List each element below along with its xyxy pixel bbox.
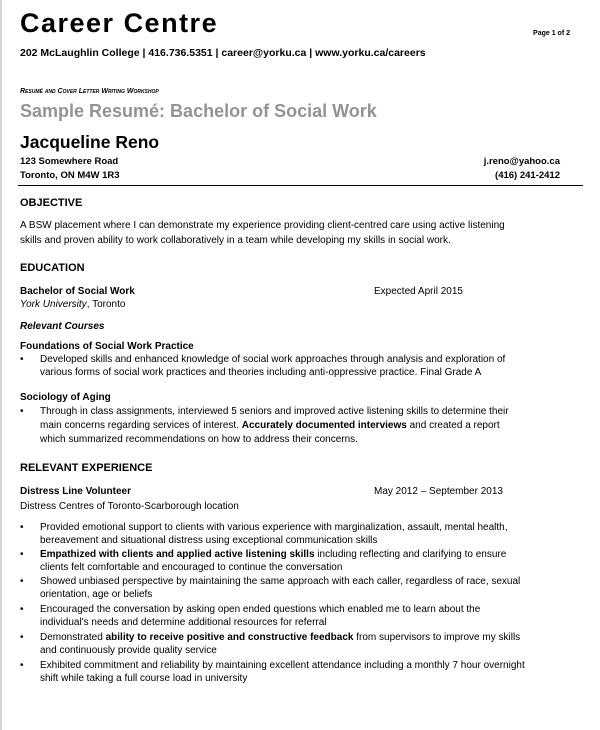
exp-bullet-5-line-2: and continuously provide quality service: [40, 645, 217, 656]
sample-title: Sample Resumé: Bachelor of Social Work: [20, 101, 377, 121]
exp-bullet-5-post: from supervisors to improve my skills: [353, 632, 521, 643]
exp-bullet-1-line-1: Provided emotional support to clients with various experience with marginalization, assault, mental health,: [40, 522, 508, 533]
course-2-line-2-pre: main concerns regarding services of interest.: [40, 420, 242, 431]
exp-bullet-2-bold: Empathized with clients and applied active listening skills: [40, 549, 315, 560]
applicant-name: Jacqueline Reno: [20, 132, 160, 152]
degree-expected-date: Expected April 2015: [374, 286, 463, 297]
exp-bullet-6-line-1: Exhibited commitment and reliability by maintaining excellent attendance including a monthly 7 hour overnight: [40, 660, 525, 671]
bullet-icon: •: [20, 632, 24, 643]
job-organization: Distress Centres of Toronto-Scarborough location: [20, 501, 239, 512]
job-title: Distress Line Volunteer: [20, 486, 131, 497]
course-2-line-2-bold: Accurately documented interviews: [241, 420, 407, 431]
header-divider: [18, 185, 583, 186]
objective-heading: OBJECTIVE: [20, 197, 83, 209]
course-2-line-2: [40, 420, 500, 432]
school-city: , Toronto: [86, 299, 126, 310]
bullet-icon: •: [20, 604, 24, 615]
bullet-icon: •: [20, 406, 24, 417]
exp-bullet-4-line-2: individual's needs and determine additional resources for referral: [40, 617, 327, 628]
exp-bullet-2-line-1: [40, 549, 506, 561]
school-name: York University: [20, 299, 87, 310]
exp-bullet-2-rest: including reflecting and clarifying to ensure: [314, 549, 507, 560]
exp-bullet-3-line-2: orientation, age or beliefs: [40, 589, 153, 600]
objective-line-1: A BSW placement where I can demonstrate my experience providing client-centred care using active listening: [20, 220, 505, 231]
address-line-2: Toronto, ON M4W 1R3: [20, 170, 120, 181]
course-2-line-3: which summarized recommendations on how to address their concerns.: [40, 434, 358, 445]
exp-bullet-5-line-1: [40, 632, 520, 644]
relevant-courses-label: Relevant Courses: [20, 321, 105, 332]
course-1-title: Foundations of Social Work Practice: [20, 341, 194, 352]
bullet-icon: •: [20, 576, 24, 587]
degree-title: Bachelor of Social Work: [20, 286, 135, 297]
school-line: [20, 299, 125, 310]
page-edge-shadow: [0, 0, 2, 730]
objective-line-2: skills and proven ability to work collaboratively in a team while developing my skills in social work.: [20, 235, 451, 246]
bullet-icon: •: [20, 660, 24, 671]
page-number: Page 1 of 2: [533, 30, 570, 37]
exp-bullet-5-bold: ability to receive positive and constructive feedback: [105, 632, 354, 643]
bullet-icon: •: [20, 354, 24, 365]
exp-bullet-4-line-1: Encouraged the conversation by asking open ended questions which enabled me to learn about the: [40, 604, 481, 615]
course-2-line-1: Through in class assignments, interviewed 5 seniors and improved active listening skills to determine their: [40, 406, 509, 417]
experience-heading: RELEVANT EXPERIENCE: [20, 462, 153, 474]
exp-bullet-3-line-1: Showed unbiased perspective by maintaining the same approach with each caller, regardless of race, sexual: [40, 576, 521, 587]
course-1-line-1: Developed skills and enhanced knowledge of social work approaches through analysis and exploration of: [40, 354, 506, 365]
bullet-icon: •: [20, 549, 24, 560]
course-1-line-2: various forms of social work practices and theories including anti-oppressive practice. Final Grade A: [40, 367, 482, 378]
bullet-icon: •: [20, 522, 24, 533]
exp-bullet-5-pre: Demonstrated: [40, 632, 106, 643]
applicant-phone: (416) 241-2412: [495, 170, 560, 181]
exp-bullet-6-line-2: shift while taking a full course load in university: [40, 673, 248, 684]
office-contact-line: 202 McLaughlin College | 416.736.5351 | career@yorku.ca | www.yorku.ca/careers: [20, 47, 426, 59]
applicant-email: j.reno@yahoo.ca: [483, 156, 560, 167]
course-2-title: Sociology of Aging: [20, 392, 111, 403]
career-centre-title: Career Centre: [20, 8, 219, 38]
education-heading: EDUCATION: [20, 262, 85, 274]
exp-bullet-1-line-2: bereavement and situational distress using exceptional communication skills: [40, 535, 378, 546]
job-dates: May 2012 – September 2013: [374, 486, 503, 497]
course-2-line-2-post: and created a report: [406, 420, 500, 431]
address-line-1: 123 Somewhere Road: [20, 156, 119, 167]
workshop-label: Resumé and Cover Letter Writing Workshop: [20, 88, 159, 95]
exp-bullet-2-line-2: clients felt comfortable and encouraged to continue the conversation: [40, 562, 343, 573]
